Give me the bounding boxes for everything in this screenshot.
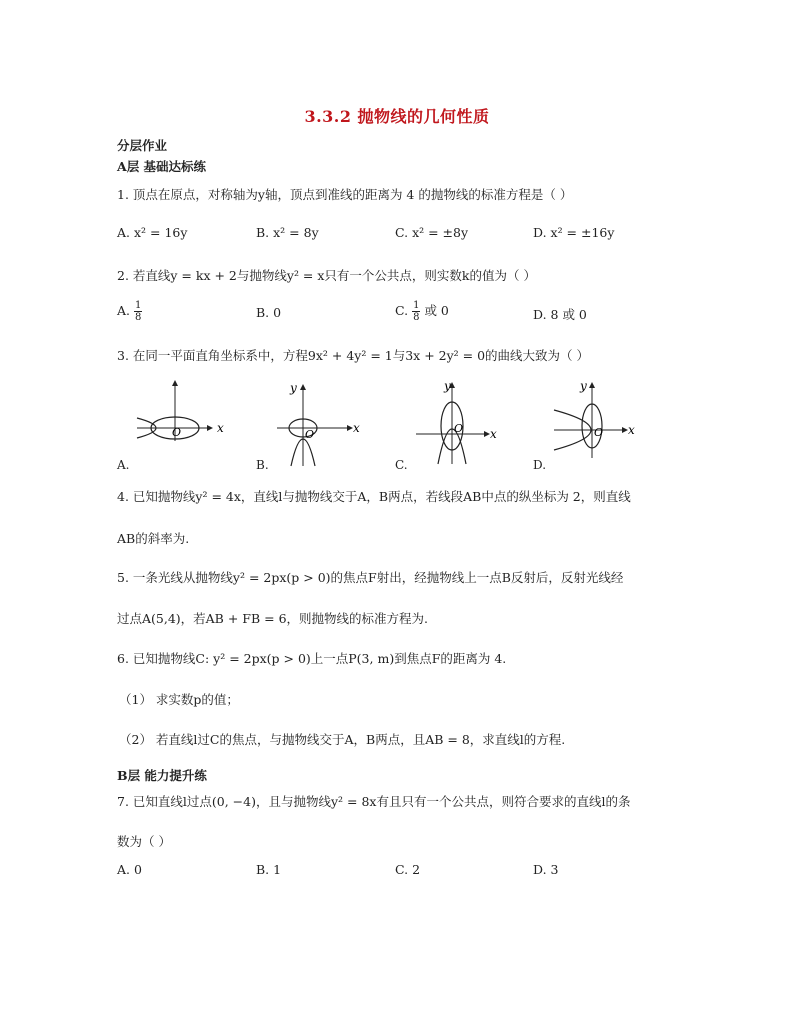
q1-option-c: C. x² = ±8y xyxy=(395,225,469,240)
q2-option-c-fraction xyxy=(412,300,420,323)
q2-option-b: B. 0 xyxy=(256,305,282,320)
q3-label-a: A. xyxy=(117,458,130,472)
svg-text:x: x xyxy=(353,421,360,435)
q2-option-d: D. 8 或 0 xyxy=(533,307,587,322)
q3-label-d: D. xyxy=(533,458,547,472)
question-7-line-1: 7. 已知直线l过点(0, −4)，且与抛物线y² = 8x有且只有一个公共点，则符合要求的直线l的条 xyxy=(117,794,631,809)
q1-option-d: D. x² = ±16y xyxy=(533,225,615,240)
svg-text:O: O xyxy=(454,422,464,435)
question-5-line-1: 5. 一条光线从抛物线y² = 2px(p > 0)的焦点F射出，经抛物线上一点B反射后，反射光线经 xyxy=(117,570,624,585)
fraction-numerator: 1 xyxy=(135,300,142,311)
q2-option-c-label: C. xyxy=(395,303,409,318)
question-3-stem: 3. 在同一平面直角坐标系中，方程9x² + 4y² = 1与3x + 2y² = 0的曲线大致为（ ） xyxy=(117,348,590,363)
question-4-line-2: AB的斜率为. xyxy=(117,531,190,546)
level-b-heading: B层 能力提升练 xyxy=(117,768,207,783)
question-6-part-2: （2） 若直线l过C的焦点，与抛物线交于A，B两点，且AB = 8，求直线l的方程. xyxy=(119,732,566,747)
q2-option-a-label: A. xyxy=(117,303,131,318)
svg-text:O: O xyxy=(172,426,182,439)
fraction-denominator: 8 xyxy=(413,312,420,323)
q7-option-b: B. 1 xyxy=(256,862,282,877)
question-2-stem: 2. 若直线y = kx + 2与抛物线y² = x只有一个公共点，则实数k的值为（ ） xyxy=(117,268,536,283)
q2-option-c xyxy=(395,300,449,323)
q3-label-b: B. xyxy=(256,458,269,472)
svg-text:y: y xyxy=(444,380,451,393)
q3-label-c: C. xyxy=(395,458,408,472)
svg-text:y: y xyxy=(290,382,297,395)
q2-option-a xyxy=(117,300,142,323)
question-6-stem: 6. 已知抛物线C: y² = 2px(p > 0)上一点P(3, m)到焦点F的距离为 4. xyxy=(117,651,507,666)
q1-option-b: B. x² = 8y xyxy=(256,225,319,240)
svg-text:O: O xyxy=(594,426,604,439)
fraction-numerator: 1 xyxy=(413,300,420,311)
level-a-heading: A层 基础达标练 xyxy=(117,159,207,174)
q3-graph-c xyxy=(414,380,504,466)
q3-graph-b xyxy=(275,382,365,468)
q3-graph-a xyxy=(135,378,225,444)
q7-option-d: D. 3 xyxy=(533,862,559,877)
question-7-line-2: 数为（ ） xyxy=(117,834,171,849)
question-5-line-2: 过点A(5,4)，若AB + FB = 6，则抛物线的标准方程为. xyxy=(117,611,428,626)
q2-option-c-tail: 或 0 xyxy=(424,303,449,318)
svg-text:x: x xyxy=(490,427,497,441)
page-title: 3.3.2 抛物线的几何性质 xyxy=(304,107,490,126)
svg-text:x: x xyxy=(217,421,224,435)
q1-option-a: A. x² = 16y xyxy=(117,225,188,240)
question-4-line-1: 4. 已知抛物线y² = 4x，直线l与抛物线交于A，B两点，若线段AB中点的纵坐标为 2，则直线 xyxy=(117,489,631,504)
svg-text:O: O xyxy=(305,428,315,441)
q7-option-a: A. 0 xyxy=(117,862,142,877)
question-1-stem: 1. 顶点在原点，对称轴为y轴，顶点到准线的距离为 4 的抛物线的标准方程是（ ） xyxy=(117,187,573,202)
question-6-part-1: （1） 求实数p的值； xyxy=(119,692,239,707)
svg-text:y: y xyxy=(580,380,587,393)
fraction-denominator: 8 xyxy=(135,312,142,323)
q2-option-a-fraction xyxy=(134,300,142,323)
section-heading: 分层作业 xyxy=(117,138,168,153)
q3-graph-d xyxy=(552,380,642,460)
svg-text:x: x xyxy=(628,423,635,437)
q7-option-c: C. 2 xyxy=(395,862,421,877)
